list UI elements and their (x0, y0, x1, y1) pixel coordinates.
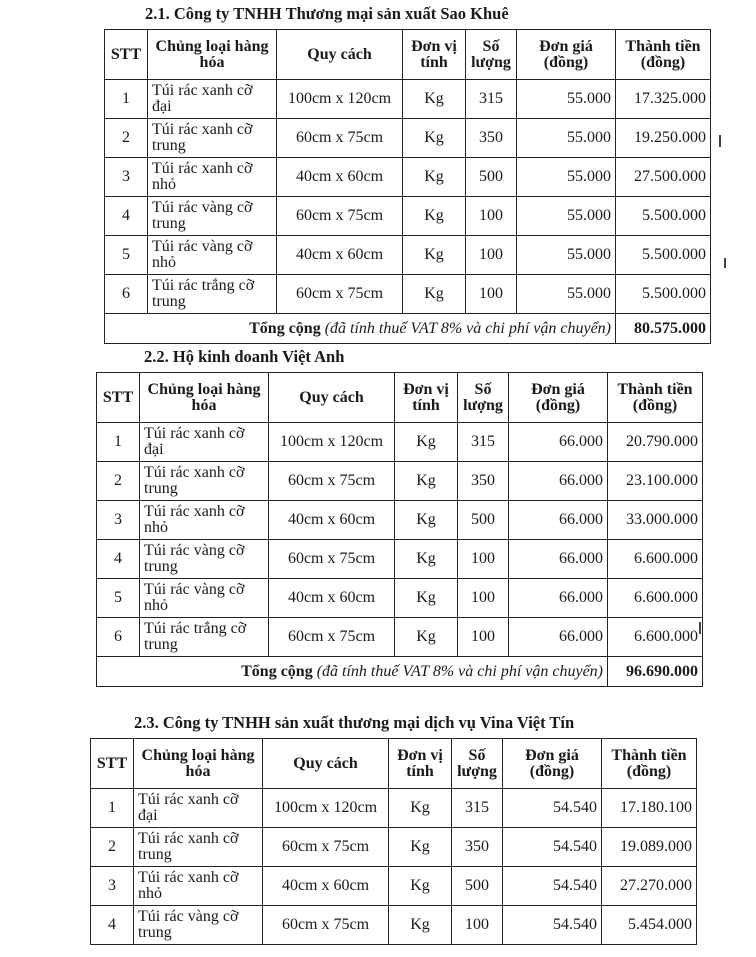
margin-mark (699, 622, 701, 634)
table-row (105, 197, 711, 236)
cell-spec: 60cm x 75cm (269, 540, 395, 579)
quote-table-viet-anh (96, 372, 703, 687)
cell-price: 66.000 (509, 540, 608, 579)
column-header-amount: Thành tiền (đồng) (602, 739, 697, 789)
cell-qty: 100 (458, 579, 509, 618)
cell-qty: 100 (458, 540, 509, 579)
column-header-spec: Quy cách (263, 739, 389, 789)
cell-stt: 2 (97, 462, 140, 501)
cell-qty: 350 (452, 828, 503, 867)
cell-qty: 350 (458, 462, 509, 501)
cell-amount: 6.600.000 (608, 618, 703, 657)
section-title-2-2: 2.2. Hộ kinh doanh Việt Anh (144, 347, 345, 366)
cell-unit: Kg (403, 275, 466, 314)
section-title-2-1: 2.1. Công ty TNHH Thương mại sản xuất Sao Khuê (145, 4, 509, 23)
cell-spec: 60cm x 75cm (263, 906, 389, 945)
cell-stt: 2 (105, 119, 148, 158)
cell-qty: 315 (466, 80, 517, 119)
cell-price: 66.000 (509, 579, 608, 618)
quote-table-sao-khue (104, 29, 711, 344)
table-row (105, 119, 711, 158)
cell-qty: 100 (458, 618, 509, 657)
cell-name: Túi rác vàng cỡ trung (148, 197, 277, 236)
cell-name: Túi rác trắng cỡ trung (148, 275, 277, 314)
cell-name: Túi rác xanh cỡ trung (140, 462, 269, 501)
cell-stt: 6 (105, 275, 148, 314)
total-row (97, 657, 703, 687)
cell-qty: 100 (452, 906, 503, 945)
cell-stt: 1 (105, 80, 148, 119)
cell-amount: 20.790.000 (608, 423, 703, 462)
total-amount: 80.575.000 (616, 314, 711, 344)
table-row (97, 462, 703, 501)
column-header-unit: Đơn vị tính (395, 373, 458, 423)
cell-stt: 5 (97, 579, 140, 618)
cell-stt: 2 (91, 828, 134, 867)
total-amount: 96.690.000 (608, 657, 703, 687)
cell-price: 54.540 (503, 906, 602, 945)
cell-amount: 33.000.000 (608, 501, 703, 540)
cell-qty: 100 (466, 197, 517, 236)
cell-name: Túi rác xanh cỡ nhỏ (140, 501, 269, 540)
table-row (91, 789, 697, 828)
cell-spec: 40cm x 60cm (277, 236, 403, 275)
cell-spec: 60cm x 75cm (277, 275, 403, 314)
cell-unit: Kg (395, 501, 458, 540)
cell-stt: 3 (105, 158, 148, 197)
quote-table-vina-viet-tin (90, 738, 697, 945)
cell-amount: 6.600.000 (608, 579, 703, 618)
cell-spec: 60cm x 75cm (277, 119, 403, 158)
cell-unit: Kg (395, 540, 458, 579)
cell-name: Túi rác vàng cỡ trung (134, 906, 263, 945)
cell-name: Túi rác xanh cỡ đại (134, 789, 263, 828)
total-label: Tổng cộng (241, 662, 313, 680)
cell-unit: Kg (389, 867, 452, 906)
cell-spec: 60cm x 75cm (269, 618, 395, 657)
cell-unit: Kg (395, 423, 458, 462)
cell-unit: Kg (403, 80, 466, 119)
table-row (97, 540, 703, 579)
column-header-stt: STT (91, 739, 134, 789)
cell-qty: 500 (452, 867, 503, 906)
cell-spec: 100cm x 120cm (269, 423, 395, 462)
cell-amount: 19.250.000 (616, 119, 711, 158)
cell-spec: 40cm x 60cm (263, 867, 389, 906)
cell-spec: 40cm x 60cm (269, 501, 395, 540)
column-header-name: Chủng loại hàng hóa (134, 739, 263, 789)
total-label-cell (105, 314, 616, 344)
column-header-spec: Quy cách (269, 373, 395, 423)
cell-unit: Kg (403, 197, 466, 236)
column-header-amount: Thành tiền (đồng) (608, 373, 703, 423)
cell-amount: 6.600.000 (608, 540, 703, 579)
column-header-amount: Thành tiền (đồng) (616, 30, 711, 80)
table-row (91, 828, 697, 867)
column-header-spec: Quy cách (277, 30, 403, 80)
cell-spec: 40cm x 60cm (277, 158, 403, 197)
cell-stt: 6 (97, 618, 140, 657)
cell-price: 55.000 (517, 275, 616, 314)
cell-price: 55.000 (517, 236, 616, 275)
cell-name: Túi rác vàng cỡ nhỏ (140, 579, 269, 618)
cell-stt: 4 (97, 540, 140, 579)
cell-qty: 100 (466, 275, 517, 314)
table-row (97, 501, 703, 540)
cell-name: Túi rác xanh cỡ đại (148, 80, 277, 119)
column-header-price: Đơn giá (đồng) (503, 739, 602, 789)
table-row (97, 423, 703, 462)
cell-amount: 5.500.000 (616, 197, 711, 236)
table-row (105, 80, 711, 119)
cell-amount: 5.500.000 (616, 236, 711, 275)
column-header-unit: Đơn vị tính (403, 30, 466, 80)
total-row (105, 314, 711, 344)
table-row (105, 236, 711, 275)
total-label: Tổng cộng (249, 319, 321, 337)
total-label-cell (97, 657, 608, 687)
cell-price: 55.000 (517, 158, 616, 197)
cell-price: 66.000 (509, 618, 608, 657)
cell-stt: 5 (105, 236, 148, 275)
cell-price: 54.540 (503, 789, 602, 828)
cell-price: 55.000 (517, 119, 616, 158)
column-header-qty: Số lượng (466, 30, 517, 80)
cell-price: 66.000 (509, 462, 608, 501)
cell-spec: 60cm x 75cm (263, 828, 389, 867)
cell-amount: 27.500.000 (616, 158, 711, 197)
cell-spec: 60cm x 75cm (269, 462, 395, 501)
cell-amount: 17.325.000 (616, 80, 711, 119)
section-title-2-3: 2.3. Công ty TNHH sản xuất thương mại dịch vụ Vina Việt Tín (134, 713, 575, 732)
cell-qty: 500 (466, 158, 517, 197)
cell-unit: Kg (389, 789, 452, 828)
total-note: (đã tính thuế VAT 8% và chi phí vận chuyển) (316, 662, 603, 680)
cell-unit: Kg (403, 236, 466, 275)
cell-stt: 3 (97, 501, 140, 540)
column-header-name: Chủng loại hàng hóa (148, 30, 277, 80)
table-row (91, 867, 697, 906)
cell-amount: 23.100.000 (608, 462, 703, 501)
cell-name: Túi rác xanh cỡ nhỏ (148, 158, 277, 197)
cell-amount: 5.454.000 (602, 906, 697, 945)
column-header-price: Đơn giá (đồng) (517, 30, 616, 80)
total-note: (đã tính thuế VAT 8% và chi phí vận chuyển) (324, 319, 611, 337)
cell-qty: 315 (452, 789, 503, 828)
cell-name: Túi rác xanh cỡ trung (134, 828, 263, 867)
column-header-qty: Số lượng (458, 373, 509, 423)
cell-unit: Kg (395, 579, 458, 618)
cell-unit: Kg (395, 618, 458, 657)
cell-stt: 1 (91, 789, 134, 828)
cell-spec: 40cm x 60cm (269, 579, 395, 618)
table-row (91, 906, 697, 945)
column-header-stt: STT (105, 30, 148, 80)
column-header-price: Đơn giá (đồng) (509, 373, 608, 423)
cell-name: Túi rác xanh cỡ trung (148, 119, 277, 158)
cell-spec: 100cm x 120cm (277, 80, 403, 119)
cell-price: 66.000 (509, 501, 608, 540)
table-row (97, 579, 703, 618)
cell-price: 55.000 (517, 80, 616, 119)
cell-name: Túi rác xanh cỡ nhỏ (134, 867, 263, 906)
cell-spec: 100cm x 120cm (263, 789, 389, 828)
table-row (105, 275, 711, 314)
cell-price: 54.540 (503, 867, 602, 906)
cell-qty: 315 (458, 423, 509, 462)
cell-price: 54.540 (503, 828, 602, 867)
cell-name: Túi rác vàng cỡ trung (140, 540, 269, 579)
cell-unit: Kg (389, 906, 452, 945)
cell-amount: 27.270.000 (602, 867, 697, 906)
cell-unit: Kg (395, 462, 458, 501)
cell-amount: 19.089.000 (602, 828, 697, 867)
cell-qty: 350 (466, 119, 517, 158)
column-header-qty: Số lượng (452, 739, 503, 789)
cell-unit: Kg (403, 119, 466, 158)
cell-qty: 100 (466, 236, 517, 275)
cell-unit: Kg (403, 158, 466, 197)
cell-unit: Kg (389, 828, 452, 867)
table-row (105, 158, 711, 197)
table-row (97, 618, 703, 657)
cell-name: Túi rác vàng cỡ nhỏ (148, 236, 277, 275)
cell-stt: 3 (91, 867, 134, 906)
cell-qty: 500 (458, 501, 509, 540)
cell-price: 55.000 (517, 197, 616, 236)
cell-amount: 5.500.000 (616, 275, 711, 314)
cell-name: Túi rác trắng cỡ trung (140, 618, 269, 657)
cell-name: Túi rác xanh cỡ đại (140, 423, 269, 462)
cell-amount: 17.180.100 (602, 789, 697, 828)
cell-stt: 1 (97, 423, 140, 462)
column-header-unit: Đơn vị tính (389, 739, 452, 789)
column-header-name: Chủng loại hàng hóa (140, 373, 269, 423)
cell-spec: 60cm x 75cm (277, 197, 403, 236)
margin-mark (724, 258, 726, 268)
column-header-stt: STT (97, 373, 140, 423)
cell-stt: 4 (105, 197, 148, 236)
cell-price: 66.000 (509, 423, 608, 462)
margin-mark (719, 135, 721, 147)
cell-stt: 4 (91, 906, 134, 945)
